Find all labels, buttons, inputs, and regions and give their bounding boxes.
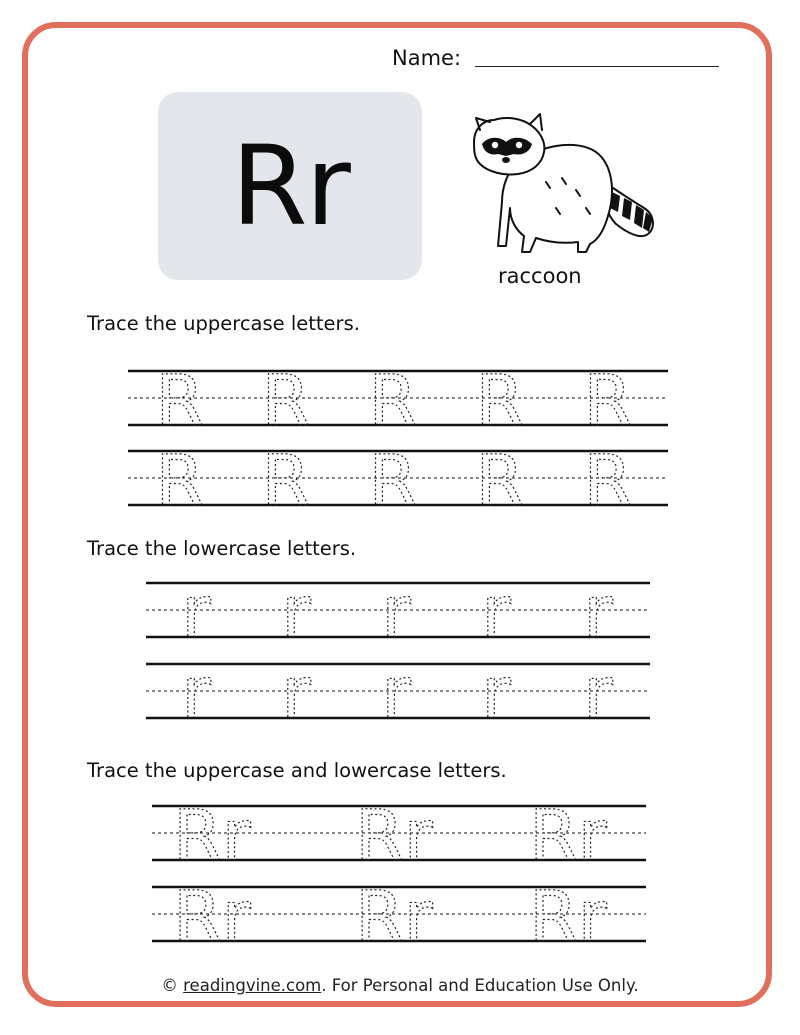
trace-letter: R [155,360,205,442]
trace-letter: r [181,570,211,654]
name-label: Name: [392,46,462,70]
trace-letter: R [583,440,633,522]
trace-letter: r [281,570,311,654]
trace-letter: r [381,570,411,654]
trace-letter: Rr [173,876,251,958]
trace-letter: r [381,651,411,735]
instruction-mixed: Trace the uppercase and lowercase letters. [87,759,507,782]
trace-letter: r [481,651,511,735]
tracing-row-lowercase-2[interactable] [146,651,650,735]
trace-letter: R [583,360,633,442]
site-link[interactable]: readingvine.com [183,976,322,995]
tracing-row-mixed-1[interactable] [152,795,646,877]
trace-letter: Rr [173,795,251,877]
trace-letter: r [181,651,211,735]
tracing-row-uppercase-1[interactable] [128,360,668,442]
trace-letter: Rr [529,876,607,958]
picture-word: raccoon [498,264,582,288]
trace-letter: Rr [529,795,607,877]
trace-letter: R [261,360,311,442]
footer-notice: . For Personal and Education Use Only. [321,976,639,995]
trace-letter: r [281,651,311,735]
tracing-row-mixed-2[interactable] [152,876,646,958]
instruction-uppercase: Trace the uppercase letters. [87,312,360,335]
trace-letter: r [583,651,613,735]
copyright-symbol: © [161,976,178,995]
featured-letters: Rr [231,122,349,250]
instruction-lowercase: Trace the lowercase letters. [87,537,357,560]
trace-letter: R [368,440,418,522]
trace-letter: r [583,570,613,654]
trace-letter: R [368,360,418,442]
footer [0,976,800,995]
trace-letter: Rr [355,876,433,958]
trace-letter: R [155,440,205,522]
trace-letter: Rr [355,795,433,877]
trace-letter: R [475,360,525,442]
trace-letter: R [261,440,311,522]
trace-letter: r [481,570,511,654]
tracing-row-uppercase-2[interactable] [128,440,668,522]
trace-letter: R [475,440,525,522]
tracing-row-lowercase-1[interactable] [146,570,650,654]
